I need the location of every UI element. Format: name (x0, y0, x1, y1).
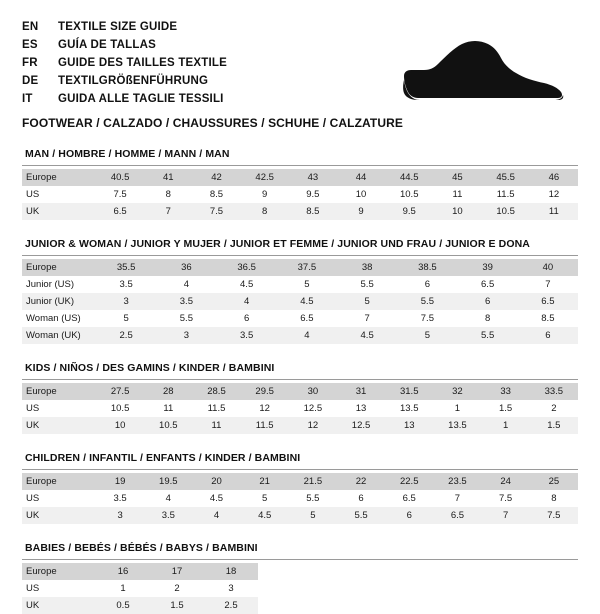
size-table (22, 473, 578, 524)
size-cell: 33.5 (530, 383, 578, 400)
size-cell: 1 (120, 583, 126, 594)
size-table-header-row (22, 259, 578, 276)
size-cell: 36.5 (217, 259, 277, 276)
size-cell: 12.5 (337, 417, 385, 434)
size-cell: 23.5 (433, 473, 481, 490)
row-label: Europe (22, 473, 96, 490)
size-cell: 4.5 (241, 507, 289, 524)
size-cell: 7.5 (499, 493, 513, 504)
size-cell: 8 (484, 313, 491, 324)
row-label: Europe (22, 383, 96, 400)
size-cell: 31.5 (385, 383, 433, 400)
table-row (22, 490, 578, 507)
size-cell: 5.5 (360, 279, 374, 290)
row-label: Junior (UK) (22, 293, 96, 310)
size-blocks (22, 148, 578, 614)
divider (22, 255, 578, 256)
size-cell: 1.5 (530, 417, 578, 434)
size-cell: 28.5 (192, 383, 240, 400)
language-row (22, 90, 227, 108)
size-block (22, 362, 578, 434)
size-cell: 5.5 (306, 493, 320, 504)
size-cell: 37.5 (277, 259, 337, 276)
language-row (22, 54, 227, 72)
size-cell: 18 (204, 563, 258, 580)
size-cell: 38.5 (397, 259, 457, 276)
row-label: Junior (US) (26, 279, 75, 290)
size-cell: 5.5 (337, 507, 385, 524)
table-row (22, 276, 578, 293)
size-cell: 7 (454, 493, 461, 504)
size-cell: 5 (289, 507, 337, 524)
divider (22, 559, 578, 560)
table-row (22, 400, 578, 417)
size-cell: 11.5 (241, 417, 289, 434)
size-cell: 12 (259, 403, 270, 414)
size-cell: 39 (458, 259, 518, 276)
size-cell: 6 (458, 293, 518, 310)
size-cell: 11.5 (207, 403, 226, 414)
size-table (22, 383, 578, 434)
size-cell: 6 (518, 327, 578, 344)
size-cell: 19 (96, 473, 144, 490)
size-cell: 5 (262, 493, 268, 504)
page-header (22, 18, 578, 130)
language-row (22, 36, 227, 54)
size-cell: 3 (96, 293, 156, 310)
size-cell: 6.5 (402, 493, 416, 504)
size-cell: 3 (228, 583, 234, 594)
table-row (22, 507, 578, 524)
size-cell: 5 (123, 313, 129, 324)
size-cell: 3.5 (156, 293, 216, 310)
size-table-body (22, 169, 578, 220)
size-cell: 8 (551, 493, 557, 504)
row-label: Woman (US) (26, 313, 81, 324)
divider (22, 379, 578, 380)
size-cell: 13 (385, 417, 433, 434)
size-cell: 2 (174, 583, 180, 594)
size-cell: 24 (482, 473, 530, 490)
size-cell: 43 (289, 169, 337, 186)
size-cell: 35.5 (96, 259, 156, 276)
category-title: FOOTWEAR / CALZADO / CHAUSSURES / SCHUHE / CALZATURE (22, 116, 403, 130)
dress-shoe-icon (358, 36, 568, 116)
size-cell: 4 (165, 493, 171, 504)
size-block-title: MAN / HOMBRE / HOMME / MANN / MAN (25, 148, 230, 160)
size-cell: 4.5 (277, 293, 337, 310)
size-cell: 7 (364, 313, 370, 324)
size-cell: 10.5 (144, 417, 192, 434)
size-cell: 7.5 (530, 507, 578, 524)
size-cell: 3.5 (119, 279, 133, 290)
size-table-body (22, 473, 578, 524)
size-cell: 6.5 (481, 279, 495, 290)
size-cell: 28 (144, 383, 192, 400)
size-cell: 4 (183, 279, 190, 290)
size-cell: 13.5 (399, 403, 419, 414)
size-cell: 12 (548, 189, 560, 200)
size-table-header-row (22, 563, 258, 580)
language-code: ES (22, 38, 38, 51)
size-cell: 4 (217, 293, 277, 310)
row-label: US (26, 189, 40, 200)
size-cell: 10 (355, 189, 367, 200)
language-title: TEXTILE SIZE GUIDE (58, 20, 178, 33)
size-cell: 46 (530, 169, 578, 186)
size-cell: 1.5 (150, 597, 204, 614)
size-cell: 22.5 (385, 473, 433, 490)
row-label: Europe (22, 169, 96, 186)
row-label: Europe (22, 259, 96, 276)
size-cell: 6.5 (518, 293, 578, 310)
row-label: UK (22, 597, 96, 614)
size-cell: 7 (545, 279, 551, 290)
size-block-title: CHILDREN / INFANTIL / ENFANTS / KINDER / BAMBINI (25, 452, 301, 464)
size-cell: 5.5 (458, 327, 518, 344)
table-row (22, 310, 578, 327)
size-cell: 7.5 (420, 313, 434, 324)
size-cell: 22 (337, 473, 385, 490)
language-title: GUIDA ALLE TAGLIE TESSILI (58, 92, 224, 105)
size-cell: 11 (530, 203, 578, 220)
language-title-body (22, 18, 227, 108)
language-code: IT (22, 92, 33, 105)
size-cell: 1 (454, 403, 461, 414)
size-cell: 9 (262, 189, 268, 200)
size-block (22, 148, 578, 220)
size-cell: 44 (337, 169, 385, 186)
size-table-body (22, 563, 258, 614)
row-label: US (26, 403, 40, 414)
size-cell: 40 (518, 259, 578, 276)
size-cell: 13 (355, 403, 367, 414)
size-table-body (22, 383, 578, 434)
size-cell: 21 (241, 473, 289, 490)
row-label: Woman (UK) (22, 327, 96, 344)
table-row (22, 203, 578, 220)
size-cell: 40.5 (96, 169, 144, 186)
size-cell: 11 (163, 403, 174, 414)
table-row (22, 417, 578, 434)
language-title: GUIDE DES TAILLES TEXTILE (58, 56, 227, 69)
size-cell: 3.5 (144, 507, 192, 524)
size-cell: 17 (150, 563, 204, 580)
size-cell: 4.5 (209, 493, 224, 504)
size-cell: 19.5 (144, 473, 192, 490)
size-cell: 3.5 (113, 493, 127, 504)
size-cell: 10 (433, 203, 481, 220)
size-cell: 45.5 (482, 169, 530, 186)
size-cell: 31 (337, 383, 385, 400)
language-title-list (22, 18, 227, 108)
size-cell: 9.5 (306, 189, 320, 200)
divider (22, 469, 578, 470)
size-cell: 6 (385, 507, 433, 524)
size-cell: 29.5 (241, 383, 289, 400)
size-cell: 11 (452, 189, 463, 200)
size-cell: 6 (243, 313, 250, 324)
row-label: UK (22, 417, 96, 434)
size-cell: 9.5 (385, 203, 433, 220)
language-row (22, 72, 227, 90)
size-table-header-row (22, 473, 578, 490)
table-row (22, 580, 258, 597)
size-cell: 0.5 (96, 597, 150, 614)
size-table-header-row (22, 383, 578, 400)
size-cell: 32 (433, 383, 481, 400)
size-cell: 6 (424, 279, 431, 290)
size-cell: 8.5 (209, 189, 224, 200)
language-title: GUÍA DE TALLAS (58, 38, 156, 51)
size-cell: 44.5 (385, 169, 433, 186)
size-cell: 2.5 (96, 327, 156, 344)
size-block (22, 238, 578, 344)
size-cell: 7.5 (113, 189, 127, 200)
size-cell: 25 (530, 473, 578, 490)
size-cell: 5 (304, 279, 310, 290)
size-cell: 8.5 (541, 313, 555, 324)
table-row (22, 293, 578, 310)
language-code: DE (22, 74, 39, 87)
size-cell: 42 (192, 169, 240, 186)
size-cell: 9 (337, 203, 385, 220)
size-table-body (22, 259, 578, 344)
size-block-title: JUNIOR & WOMAN / JUNIOR Y MUJER / JUNIOR ET FEMME / JUNIOR UND FRAU / JUNIOR E DONA (25, 238, 530, 250)
size-cell: 10.5 (399, 189, 419, 200)
size-cell: 12.5 (303, 403, 323, 414)
size-cell: 8.5 (289, 203, 337, 220)
row-label: UK (22, 203, 96, 220)
size-cell: 27.5 (96, 383, 144, 400)
size-cell: 11.5 (496, 189, 515, 200)
size-cell: 4 (277, 327, 337, 344)
size-cell: 11 (192, 417, 240, 434)
size-table-header-row (22, 169, 578, 186)
size-table (22, 169, 578, 220)
size-cell: 4.5 (240, 279, 254, 290)
size-cell: 8 (165, 189, 171, 200)
size-cell: 1 (482, 417, 530, 434)
size-cell: 10 (96, 417, 144, 434)
size-cell: 4 (192, 507, 240, 524)
size-cell: 5 (397, 327, 457, 344)
row-label: Europe (22, 563, 96, 580)
size-cell: 38 (337, 259, 397, 276)
size-table (22, 259, 578, 344)
size-cell: 3.5 (217, 327, 277, 344)
size-cell: 7.5 (192, 203, 240, 220)
language-title: TEXTILGRÖßENFÜHRUNG (58, 74, 209, 87)
size-block (22, 452, 578, 524)
size-cell: 4.5 (337, 327, 397, 344)
row-label: US (26, 583, 40, 594)
size-block-title: BABIES / BEBÉS / BÉBÉS / BABYS / BAMBINI (25, 542, 258, 554)
size-cell: 41 (144, 169, 192, 186)
size-cell: 21.5 (289, 473, 337, 490)
language-row (22, 18, 227, 36)
table-row (22, 327, 578, 344)
size-cell: 33 (482, 383, 530, 400)
size-cell: 36 (156, 259, 216, 276)
size-cell: 2 (551, 403, 557, 414)
language-code: FR (22, 56, 38, 69)
divider (22, 165, 578, 166)
row-label: UK (22, 507, 96, 524)
size-cell: 13.5 (433, 417, 481, 434)
size-block-title: KIDS / NIÑOS / DES GAMINS / KINDER / BAMBINI (25, 362, 275, 374)
size-cell: 6.5 (96, 203, 144, 220)
size-cell: 3 (156, 327, 216, 344)
size-cell: 12 (289, 417, 337, 434)
size-cell: 7 (482, 507, 530, 524)
size-cell: 20 (192, 473, 240, 490)
size-cell: 5 (337, 293, 397, 310)
row-label: US (26, 493, 40, 504)
size-block (22, 542, 578, 614)
size-cell: 5.5 (179, 313, 193, 324)
size-cell: 5.5 (397, 293, 457, 310)
size-cell: 16 (96, 563, 150, 580)
size-cell: 45 (433, 169, 481, 186)
size-cell: 6.5 (300, 313, 314, 324)
size-cell: 10.5 (110, 403, 130, 414)
size-cell: 42.5 (241, 169, 289, 186)
size-cell: 2.5 (204, 597, 258, 614)
size-cell: 10.5 (482, 203, 530, 220)
size-cell: 3 (96, 507, 144, 524)
size-table (22, 563, 258, 614)
size-cell: 6.5 (433, 507, 481, 524)
size-cell: 8 (241, 203, 289, 220)
table-row (22, 186, 578, 203)
language-code: EN (22, 20, 39, 33)
size-cell: 1.5 (499, 403, 513, 414)
size-cell: 6 (358, 493, 364, 504)
size-cell: 7 (144, 203, 192, 220)
size-cell: 30 (289, 383, 337, 400)
